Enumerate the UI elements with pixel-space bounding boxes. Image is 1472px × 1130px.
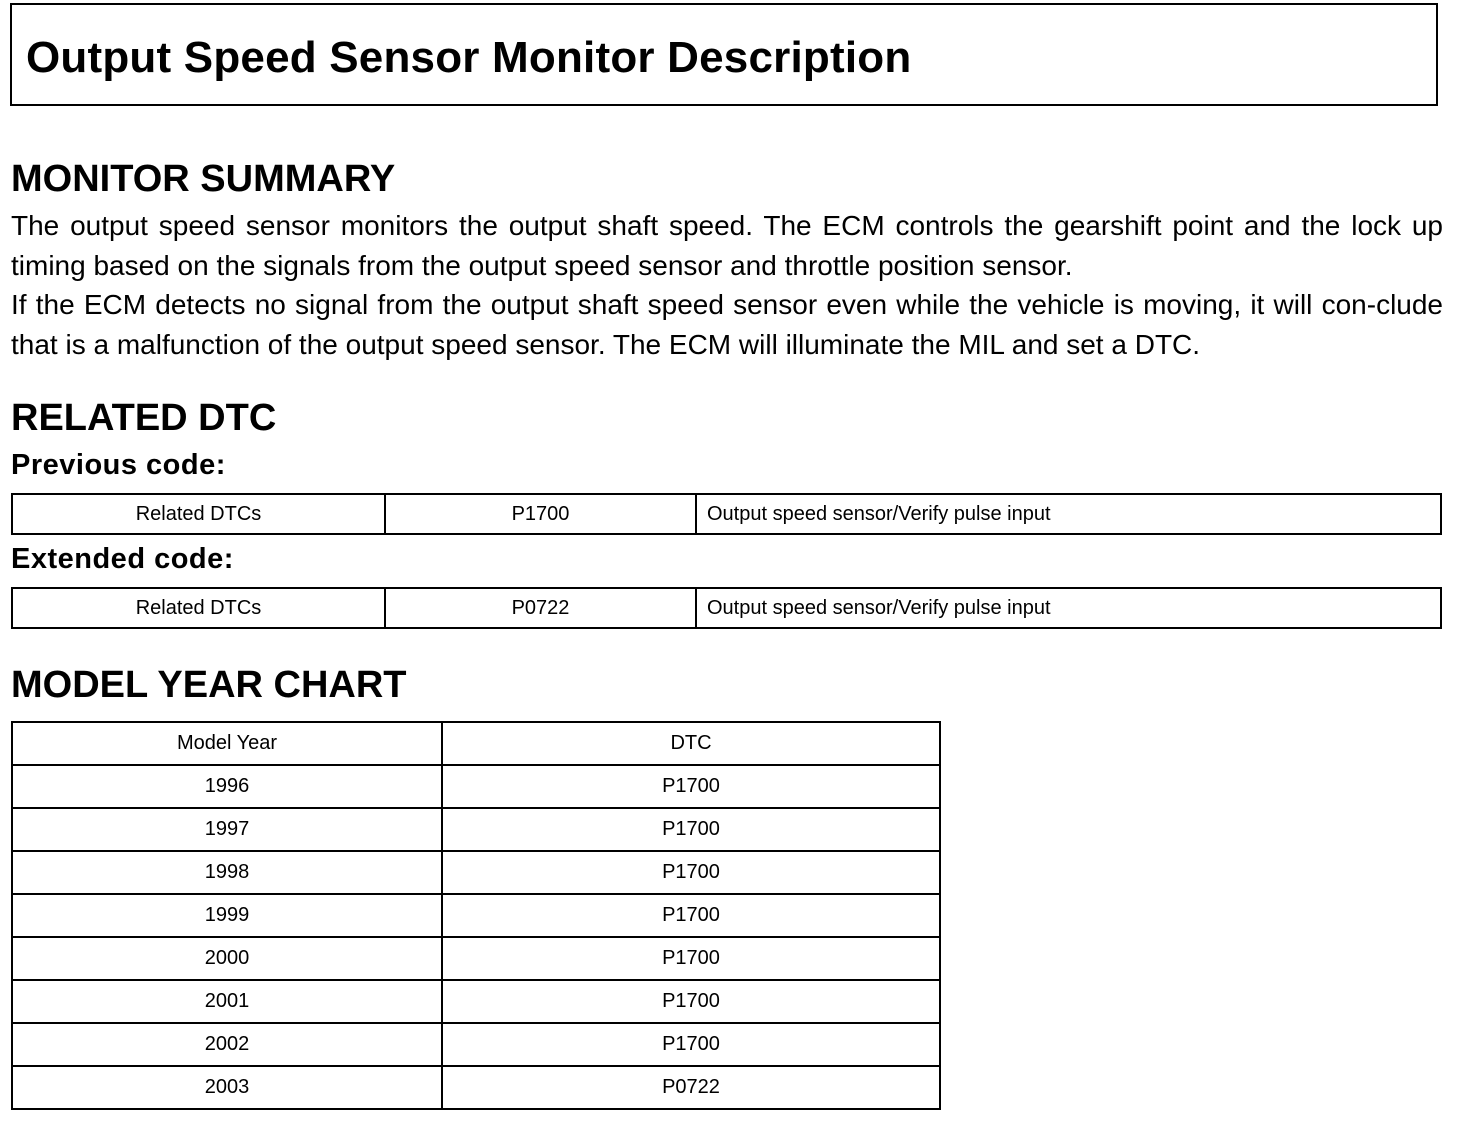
model-year-cell: 1999 — [12, 894, 442, 937]
extended-code-label: Extended code: — [11, 543, 234, 575]
dtc-cell: P1700 — [442, 980, 940, 1023]
previous-related-dtcs-cell: Related DTCs — [12, 494, 385, 534]
table-row — [12, 980, 940, 1023]
table-row — [12, 851, 940, 894]
monitor-summary-heading: MONITOR SUMMARY — [11, 158, 396, 200]
table-row — [12, 808, 940, 851]
previous-dtc-description-cell: Output speed sensor/Verify pulse input — [696, 494, 1441, 534]
dtc-cell: P1700 — [442, 894, 940, 937]
related-dtc-heading: RELATED DTC — [11, 397, 277, 439]
header-model-year: Model Year — [12, 722, 442, 765]
dtc-cell: P1700 — [442, 765, 940, 808]
dtc-cell: P1700 — [442, 851, 940, 894]
model-year-cell: 2003 — [12, 1066, 442, 1109]
extended-related-dtcs-cell: Related DTCs — [12, 588, 385, 628]
table-row — [12, 1023, 940, 1066]
model-year-chart-heading: MODEL YEAR CHART — [11, 664, 407, 706]
dtc-cell: P1700 — [442, 1023, 940, 1066]
dtc-cell: P1700 — [442, 937, 940, 980]
header-dtc: DTC — [442, 722, 940, 765]
model-year-cell: 2002 — [12, 1023, 442, 1066]
model-year-table — [11, 721, 941, 1110]
dtc-cell: P0722 — [442, 1066, 940, 1109]
title-box — [10, 3, 1438, 106]
table-row — [12, 494, 1441, 534]
table-row — [12, 1066, 940, 1109]
table-header-row — [12, 722, 940, 765]
table-row — [12, 937, 940, 980]
previous-code-table — [11, 493, 1442, 535]
table-row — [12, 765, 940, 808]
extended-dtc-code-cell: P0722 — [385, 588, 696, 628]
extended-code-table — [11, 587, 1442, 629]
model-year-cell: 2001 — [12, 980, 442, 1023]
dtc-cell: P1700 — [442, 808, 940, 851]
previous-code-label: Previous code: — [11, 449, 226, 481]
monitor-summary-paragraph-1: The output speed sensor monitors the output shaft speed. The ECM controls the gearshift point and the lock up timing based on the signals from the output speed sensor and throttle position sensor. — [11, 210, 1443, 281]
model-year-cell: 1998 — [12, 851, 442, 894]
table-row — [12, 894, 940, 937]
extended-dtc-description-cell: Output speed sensor/Verify pulse input — [696, 588, 1441, 628]
table-row — [12, 588, 1441, 628]
model-year-cell: 1996 — [12, 765, 442, 808]
model-year-cell: 2000 — [12, 937, 442, 980]
page-title: Output Speed Sensor Monitor Description — [26, 33, 912, 82]
model-year-cell: 1997 — [12, 808, 442, 851]
previous-dtc-code-cell: P1700 — [385, 494, 696, 534]
monitor-summary-paragraph-2: If the ECM detects no signal from the output shaft speed sensor even while the vehicle is moving, it will con-clude that is a malfunction of the output speed sensor. The ECM will illuminate the MIL and set a DTC. — [11, 289, 1443, 360]
